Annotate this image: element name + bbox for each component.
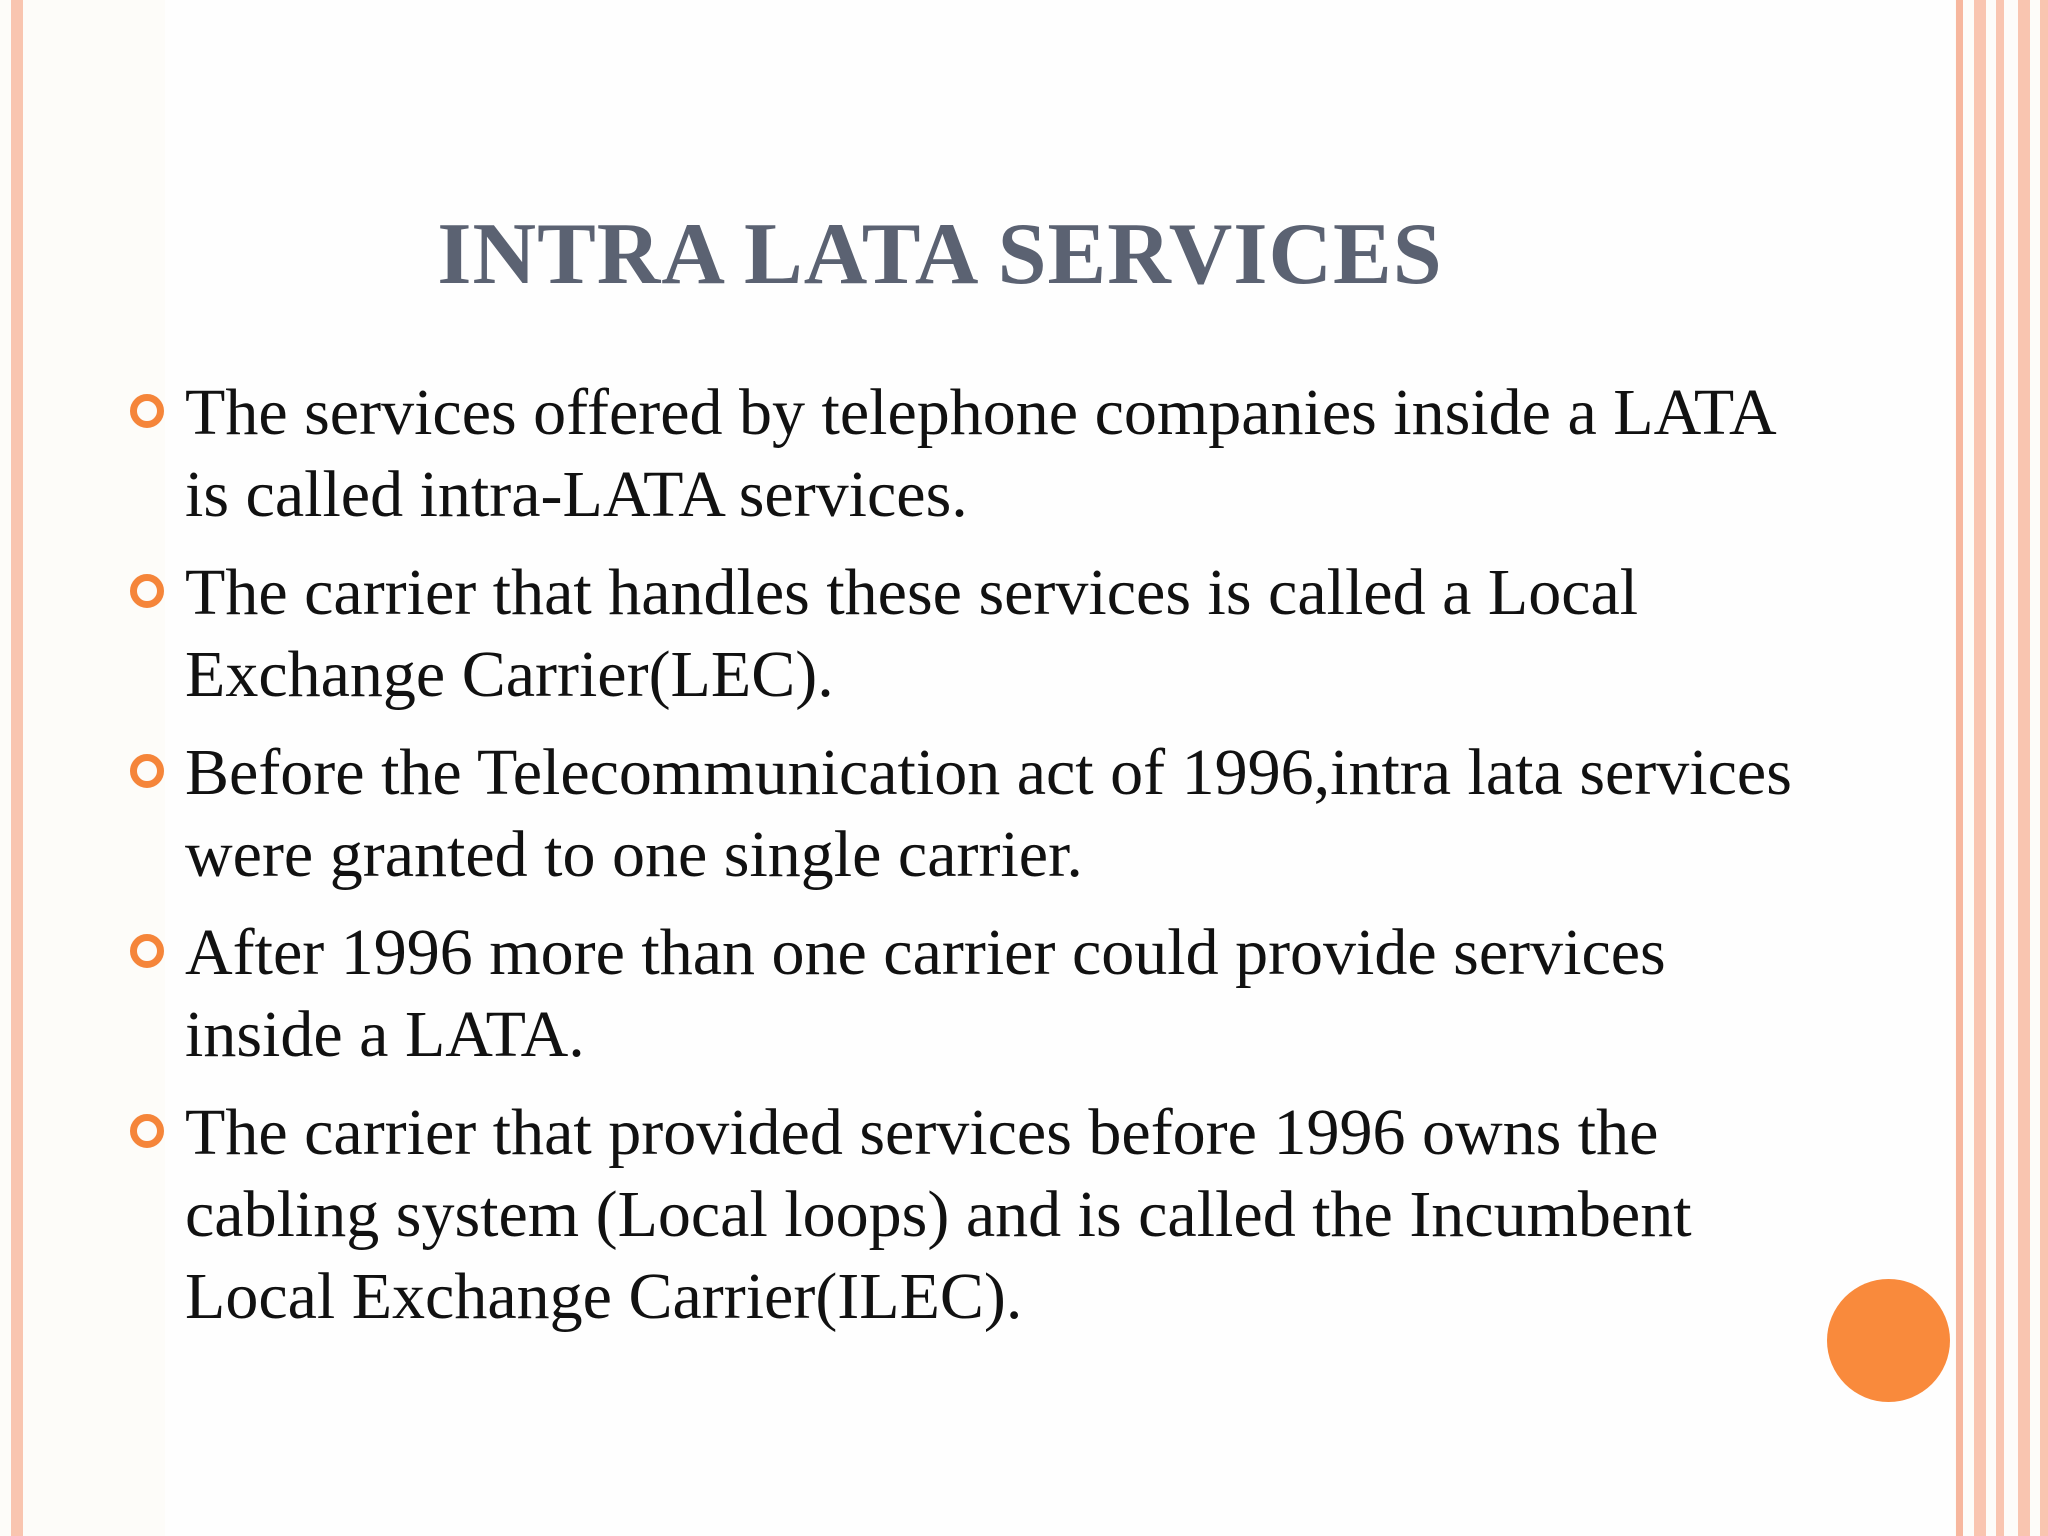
hollow-circle-bullet-icon <box>130 574 164 608</box>
bullet-text: The services offered by telephone companies inside a LATA is called intra-LATA services. <box>185 376 1773 531</box>
bullet-list <box>130 372 1830 1354</box>
bullet-text: The carrier that handles these services is called a Local Exchange Carrier(LEC). <box>185 556 1639 711</box>
hollow-circle-bullet-icon <box>130 934 164 968</box>
bullet-item <box>130 372 1830 536</box>
bullet-item <box>130 732 1830 896</box>
bullet-text: Before the Telecommunication act of 1996,intra lata services were granted to one single carrier. <box>185 736 1792 891</box>
bullet-item <box>130 912 1830 1076</box>
right-border-stripe <box>1974 0 1986 1536</box>
right-border-stripe <box>1956 0 1963 1536</box>
hollow-circle-bullet-icon <box>130 394 164 428</box>
left-border-stripe <box>11 0 23 1536</box>
slide-title: INTRA LATA SERVICES <box>437 206 1443 303</box>
orange-circle-decoration-icon <box>1827 1279 1950 1402</box>
right-border-stripe <box>1996 0 2004 1536</box>
bullet-text: After 1996 more than one carrier could provide services inside a LATA. <box>185 916 1666 1071</box>
right-border-stripe <box>2018 0 2030 1536</box>
bullet-item <box>130 552 1830 716</box>
bullet-item <box>130 1092 1830 1338</box>
hollow-circle-bullet-icon <box>130 1114 164 1148</box>
bullet-text: The carrier that provided services before 1996 owns the cabling system (Local loops) and is called the Incumbent Local Exchange Carrier(ILEC). <box>185 1096 1692 1333</box>
right-border-stripe <box>2040 0 2048 1536</box>
hollow-circle-bullet-icon <box>130 754 164 788</box>
